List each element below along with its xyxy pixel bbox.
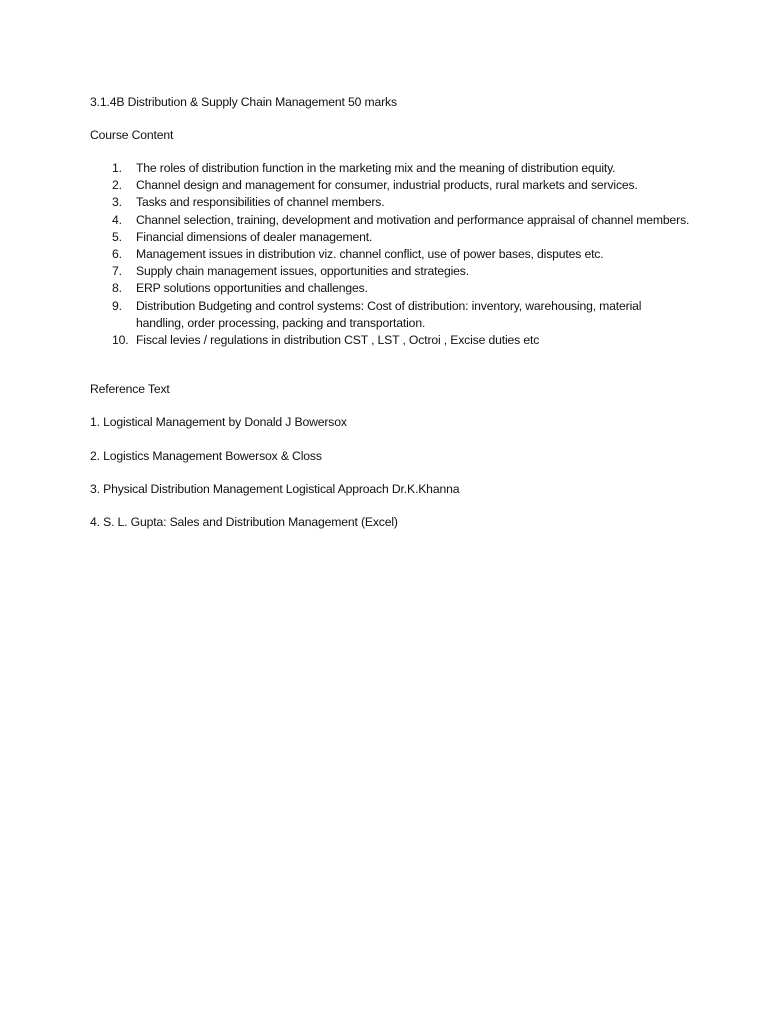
list-item-text: Channel selection, training, development and motivation and performance appraisal of channel members. (136, 212, 690, 227)
list-item (90, 298, 690, 332)
list-item (90, 332, 690, 349)
reference-item: 3. Physical Distribution Management Logistical Approach Dr.K.Khanna (90, 482, 460, 497)
list-item (90, 160, 690, 177)
list-item-number: 8. (112, 281, 122, 296)
list-item-number: 10. (112, 333, 129, 348)
list-item-text: Distribution Budgeting and control systems: Cost of distribution: inventory, warehousing, material handling, order processing, packing and transportation. (136, 298, 642, 330)
list-item-number: 7. (112, 264, 122, 279)
list-item-text: Supply chain management issues, opportunities and strategies. (136, 264, 469, 279)
list-item (90, 212, 690, 229)
reference-item: 2. Logistics Management Bowersox & Closs (90, 448, 322, 463)
list-item-text: Management issues in distribution viz. channel conflict, use of power bases, disputes etc. (136, 247, 604, 262)
reference-item: 1. Logistical Management by Donald J Bowersox (90, 415, 347, 430)
course-content-list (90, 160, 690, 349)
list-item (90, 280, 690, 297)
list-item-number: 9. (112, 298, 122, 313)
list-item-text: The roles of distribution function in the marketing mix and the meaning of distribution equity. (136, 161, 616, 175)
list-item-text: Fiscal levies / regulations in distribution CST , LST , Octroi , Excise duties etc (136, 333, 540, 348)
page-title: 3.1.4B Distribution & Supply Chain Management 50 marks (90, 95, 397, 109)
list-item-text: Channel design and management for consumer, industrial products, rural markets and services. (136, 178, 638, 193)
list-item (90, 177, 690, 194)
list-item (90, 229, 690, 246)
list-item-number: 2. (112, 178, 122, 193)
list-item (90, 194, 690, 211)
list-item-text: ERP solutions opportunities and challenges. (136, 281, 368, 296)
list-item-text: Tasks and responsibilities of channel members. (136, 195, 385, 210)
list-item-number: 6. (112, 247, 122, 262)
document-body (90, 94, 690, 548)
list-item (90, 246, 690, 263)
reference-text-heading: Reference Text (90, 382, 170, 397)
course-content-heading: Course Content (90, 128, 174, 142)
list-item (90, 263, 690, 280)
reference-item: 4. S. L. Gupta: Sales and Distribution Management (Excel) (90, 515, 398, 530)
list-item-number: 3. (112, 195, 122, 210)
list-item-number: 1. (112, 161, 122, 175)
list-item-number: 5. (112, 229, 122, 244)
list-item-text: Financial dimensions of dealer management. (136, 229, 373, 244)
list-item-number: 4. (112, 212, 122, 227)
